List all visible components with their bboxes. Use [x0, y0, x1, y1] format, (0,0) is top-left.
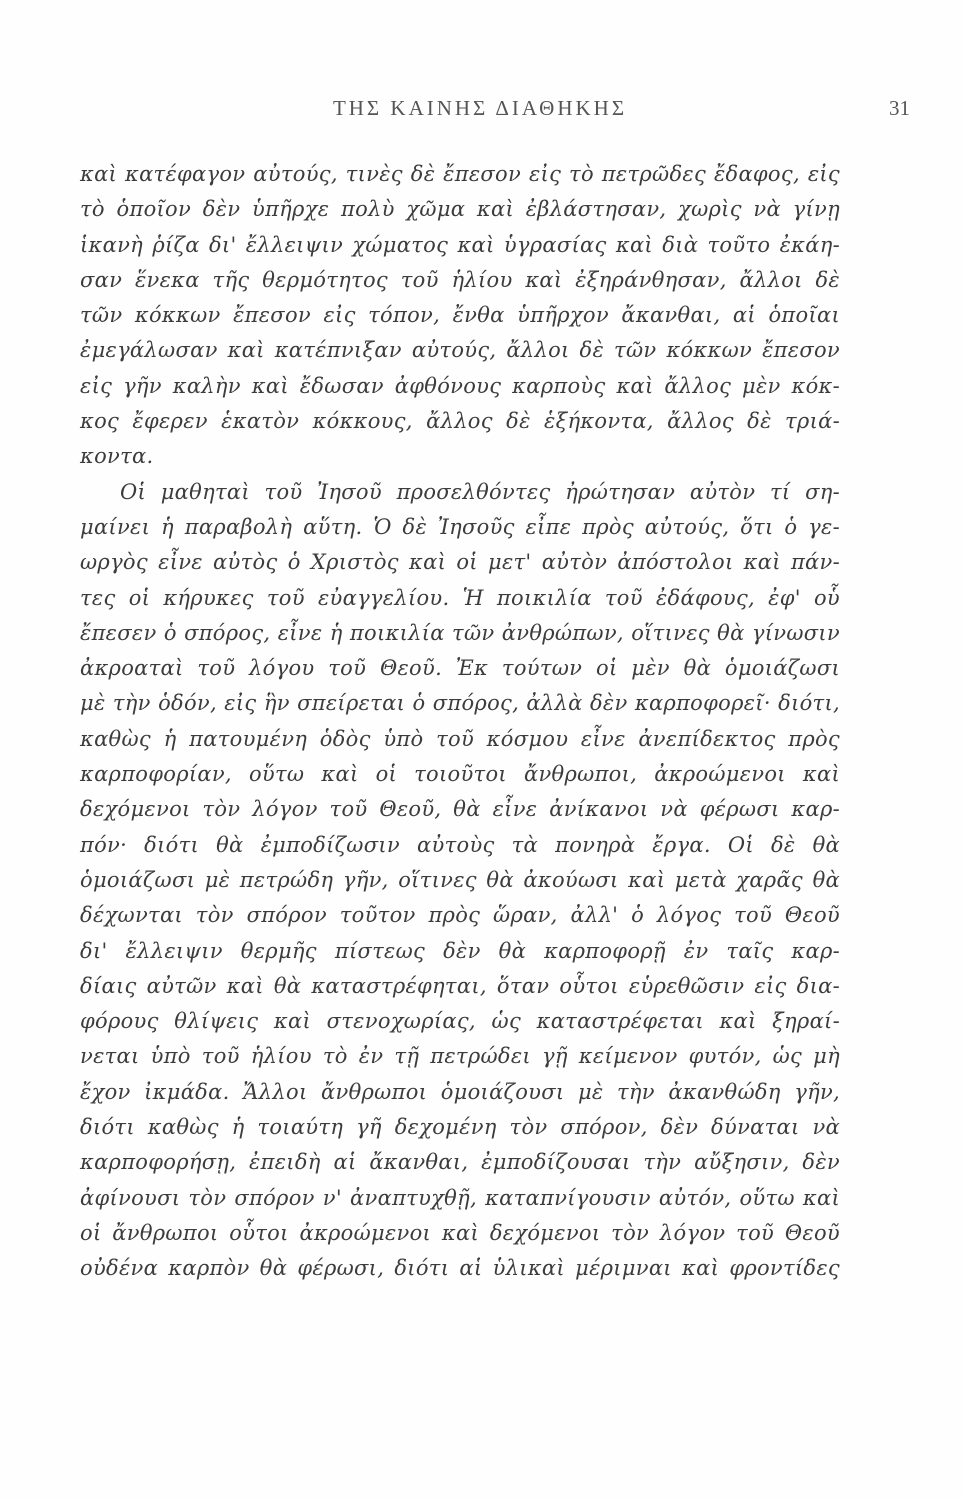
text-line: καρποφορίαν, οὕτω καὶ οἱ τοιοῦτοι ἄνθρωποι, ἀκροώμενοι καὶ [80, 762, 840, 787]
text-line: μὲ τὴν ὁδόν, εἰς ἣν σπείρεται ὁ σπόρος, ἀλλὰ δὲν καρποφορεῖ· διότι, [80, 691, 840, 716]
text-line: κοντα. [80, 444, 154, 469]
text-line: οἱ ἄνθρωποι οὗτοι ἀκροώμενοι καὶ δεχόμενοι τὸν λόγον τοῦ Θεοῦ [80, 1220, 840, 1245]
text-line: μαίνει ἡ παραβολὴ αὕτη. Ὁ δὲ Ἰησοῦς εἶπε πρὸς αὐτούς, ὅτι ὁ γε- [80, 514, 840, 539]
text-line: τῶν κόκκων ἔπεσον εἰς τόπον, ἔνθα ὑπῆρχον ἄκανθαι, αἱ ὁποῖαι [80, 303, 840, 328]
text-line: δίαις αὐτῶν καὶ θὰ καταστρέφηται, ὅταν οὗτοι εὑρεθῶσιν εἰς δια- [80, 973, 840, 998]
text-line: φόρους θλίψεις καὶ στενοχωρίας, ὡς καταστρέφεται καὶ ξηραί- [80, 1009, 840, 1034]
text-line: ἱκανὴ ῥίζα δι' ἔλλειψιν χώματος καὶ ὑγρασίας καὶ διὰ τοῦτο ἐκάη- [80, 232, 840, 257]
text-line: τες οἱ κήρυκες τοῦ εὐαγγελίου. Ἡ ποικιλία τοῦ ἐδάφους, ἐφ' οὗ [80, 585, 840, 610]
text-line: νεται ὑπὸ τοῦ ἡλίου τὸ ἐν τῇ πετρώδει γῇ κείμενον φυτόν, ὡς μὴ [80, 1044, 840, 1069]
running-title: ΤΗΣ ΚΑΙΝΗΣ ΔΙΑΘΗΚΗΣ [332, 96, 628, 120]
text-line: οὐδένα καρπὸν θὰ φέρωσι, διότι αἱ ὑλικαὶ μέριμναι καὶ φροντίδες [80, 1256, 840, 1281]
text-line: ἀκροαταὶ τοῦ λόγου τοῦ Θεοῦ. Ἐκ τούτων οἱ μὲν θὰ ὁμοιάζωσι [80, 656, 840, 681]
text-line: εἰς γῆν καλὴν καὶ ἔδωσαν ἀφθόνους καρποὺς καὶ ἄλλος μὲν κόκ- [80, 373, 840, 398]
text-line: κος ἔφερεν ἑκατὸν κόκκους, ἄλλος δὲ ἑξήκοντα, ἄλλος δὲ τριά- [80, 409, 840, 434]
text-line: δεχόμενοι τὸν λόγον τοῦ Θεοῦ, θὰ εἶνε ἀνίκανοι νὰ φέρωσι καρ- [80, 797, 840, 822]
text-line: ὁμοιάζωσι μὲ πετρώδη γῆν, οἵτινες θὰ ἀκούωσι καὶ μετὰ χαρᾶς θὰ [80, 867, 840, 892]
page-number: 31 [889, 96, 910, 120]
running-head [80, 96, 910, 126]
text-line: καθὼς ἡ πατουμένη ὁδὸς ὑπὸ τοῦ κόσμου εἶνε ἀνεπίδεκτος πρὸς [80, 726, 840, 751]
text-line: ἔχον ἰκμάδα. Ἄλλοι ἄνθρωποι ὁμοιάζουσι μὲ τὴν ἀκανθώδη γῆν, [80, 1079, 840, 1104]
text-line: δι' ἔλλειψιν θερμῆς πίστεως δὲν θὰ καρποφορῇ ἐν ταῖς καρ- [80, 938, 840, 963]
body-text [80, 157, 840, 1287]
text-line: τὸ ὁποῖον δὲν ὑπῆρχε πολὺ χῶμα καὶ ἐβλάστησαν, χωρὶς νὰ γίνῃ [80, 197, 840, 222]
text-line: ἔπεσεν ὁ σπόρος, εἶνε ἡ ποικιλία τῶν ἀνθρώπων, οἵτινες θὰ γίνωσιν [80, 620, 840, 645]
text-line: ἐμεγάλωσαν καὶ κατέπνιξαν αὐτούς, ἄλλοι δὲ τῶν κόκκων ἔπεσον [80, 338, 840, 363]
paragraph-first-line: Οἱ μαθηταὶ τοῦ Ἰησοῦ προσελθόντες ἠρώτησαν αὐτὸν τί ση- [120, 479, 840, 504]
text-line: διότι καθὼς ἡ τοιαύτη γῆ δεχομένη τὸν σπόρον, δὲν δύναται νὰ [80, 1115, 840, 1140]
text-line: σαν ἕνεκα τῆς θερμότητος τοῦ ἡλίου καὶ ἐξηράνθησαν, ἄλλοι δὲ [80, 267, 840, 292]
text-line: καρποφορήσῃ, ἐπειδὴ αἱ ἄκανθαι, ἐμποδίζουσαι τὴν αὔξησιν, δὲν [80, 1150, 840, 1175]
text-line: ωργὸς εἶνε αὐτὸς ὁ Χριστὸς καὶ οἱ μετ' αὐτὸν ἀπόστολοι καὶ πάν- [80, 550, 840, 575]
text-line: καὶ κατέφαγον αὐτούς, τινὲς δὲ ἔπεσον εἰς τὸ πετρῶδες ἔδαφος, εἰς [80, 162, 840, 186]
text-line: ἀφίνουσι τὸν σπόρον ν' ἀναπτυχθῇ, καταπνίγουσιν αὐτόν, οὕτω καὶ [80, 1185, 840, 1210]
text-line: πόν· διότι θὰ ἐμποδίζωσιν αὐτοὺς τὰ πονηρὰ ἔργα. Οἱ δὲ θὰ [80, 832, 840, 857]
text-line: δέχωνται τὸν σπόρον τοῦτον πρὸς ὥραν, ἀλλ' ὁ λόγος τοῦ Θεοῦ [80, 903, 840, 928]
